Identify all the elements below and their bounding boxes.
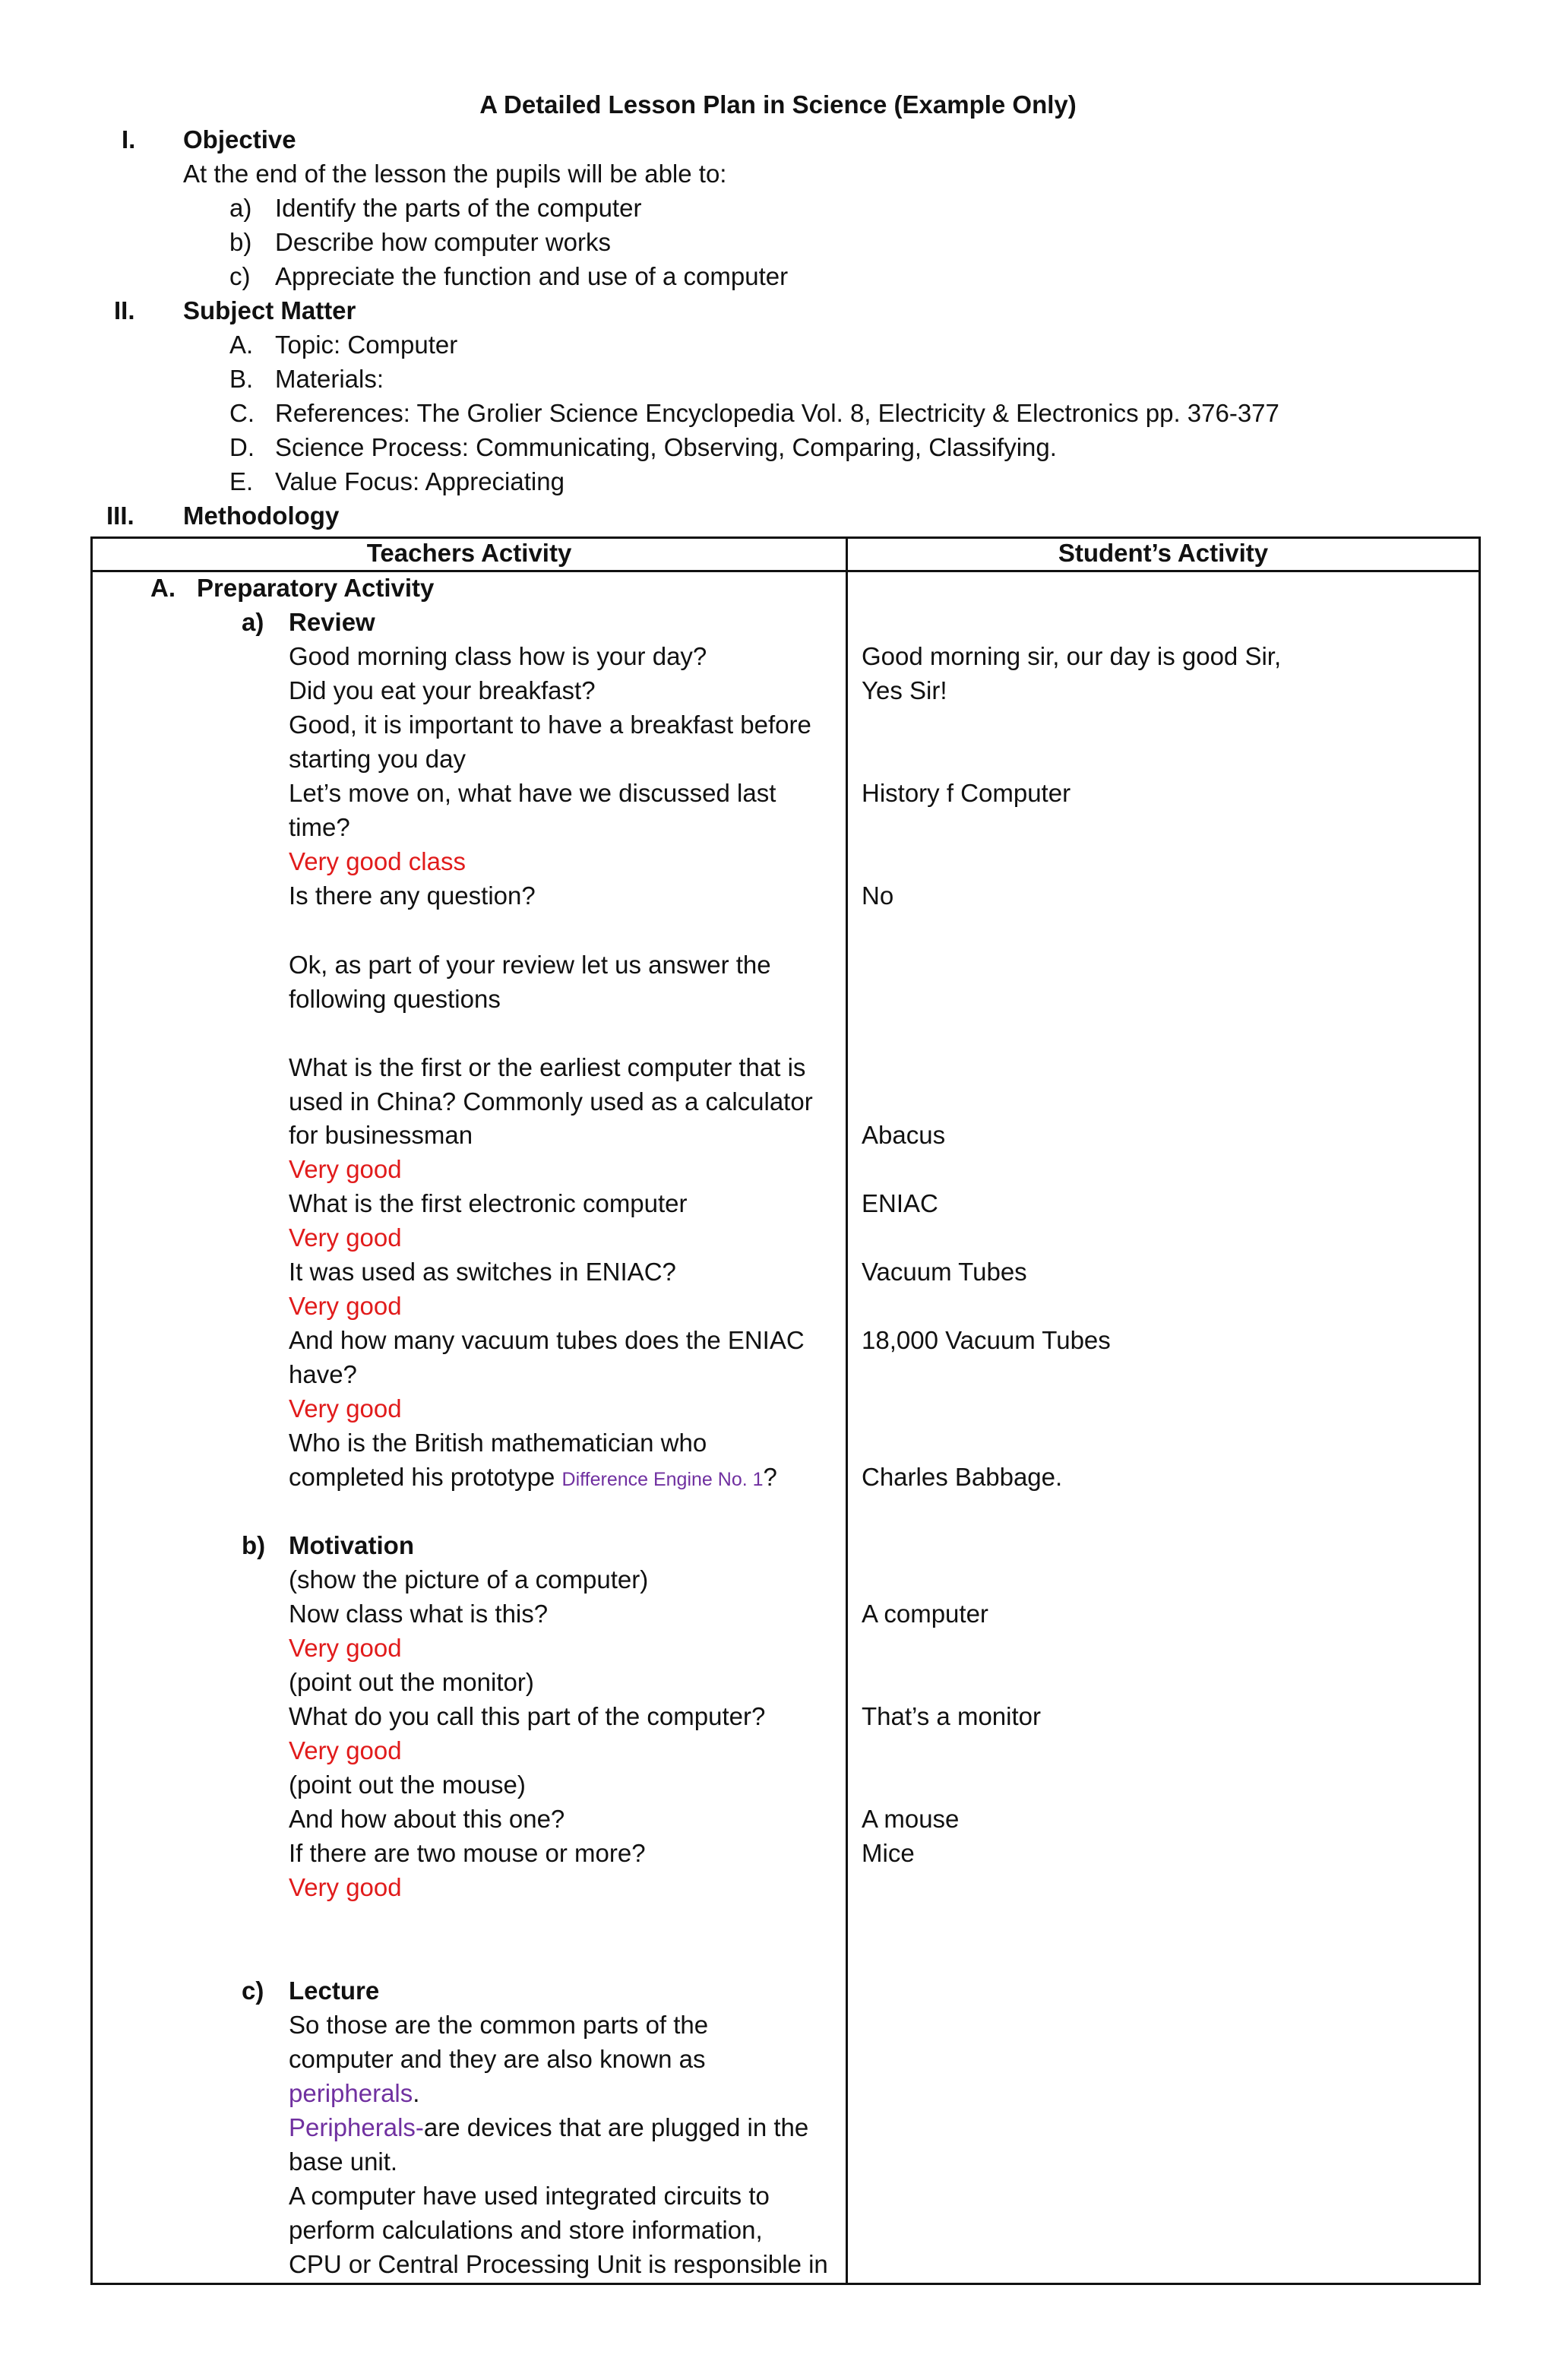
teacher-line: What do you call this part of the computer?: [289, 1702, 766, 1730]
definition-text: are devices that are plugged in the: [423, 2113, 809, 2141]
subject-item-materials: Materials:: [275, 365, 384, 393]
student-line: A computer: [862, 1600, 988, 1628]
subject-item-science-process: Science Process: Communicating, Observing, Comparing, Classifying.: [275, 433, 1057, 461]
teacher-line: used in China? Commonly used as a calculator: [289, 1087, 813, 1116]
subject-marker-d: D.: [229, 433, 255, 461]
teacher-line: CPU or Central Processing Unit is responsible in: [289, 2250, 828, 2278]
student-line: Charles Babbage.: [862, 1463, 1063, 1491]
subject-marker-b: B.: [229, 365, 254, 393]
page-title: A Detailed Lesson Plan in Science (Example Only): [479, 90, 1077, 119]
section-numeral-subject-matter: II.: [114, 296, 135, 324]
student-line: Vacuum Tubes: [862, 1258, 1027, 1286]
teacher-line: And how many vacuum tubes does the ENIAC: [289, 1326, 805, 1354]
objective-item: Appreciate the function and use of a computer: [275, 262, 789, 290]
part-a-marker: A.: [150, 574, 176, 602]
period: .: [413, 2079, 420, 2107]
subject-item-topic: Topic: Computer: [275, 331, 458, 359]
teacher-line: Ok, as part of your review let us answer the: [289, 951, 771, 979]
teacher-line: (show the picture of a computer): [289, 1565, 649, 1594]
teacher-line: time?: [289, 813, 350, 841]
teacher-praise: Very good: [289, 1873, 402, 1901]
teacher-line-part: completed his prototype: [289, 1463, 562, 1491]
objective-intro: At the end of the lesson the pupils will be able to:: [183, 160, 727, 188]
teacher-praise: Very good: [289, 1155, 402, 1183]
teacher-praise: Very good: [289, 1736, 402, 1764]
student-line: No: [862, 881, 894, 910]
student-line: Abacus: [862, 1121, 946, 1149]
teacher-line: [289, 2078, 419, 2109]
teacher-line: Good, it is important to have a breakfast before: [289, 711, 811, 739]
lecture-marker: c): [242, 1976, 264, 2005]
teacher-line: perform calculations and store information,: [289, 2216, 763, 2244]
teacher-praise: Very good class: [289, 847, 466, 875]
section-numeral-objective: I.: [122, 125, 136, 153]
teacher-line: What is the first or the earliest computer that is: [289, 1053, 806, 1081]
lecture-label: Lecture: [289, 1976, 380, 2005]
teacher-line: Who is the British mathematician who: [289, 1429, 707, 1457]
teacher-line: following questions: [289, 985, 501, 1013]
teacher-line: for businessman: [289, 1121, 473, 1149]
teacher-line: Let’s move on, what have we discussed last: [289, 779, 776, 807]
table-border-left: [90, 536, 93, 2285]
teacher-praise: Very good: [289, 1292, 402, 1320]
part-a-label: Preparatory Activity: [197, 574, 435, 602]
teacher-line: What is the first electronic computer: [289, 1189, 688, 1217]
student-line: Mice: [862, 1839, 915, 1867]
teacher-line: Good morning class how is your day?: [289, 642, 707, 670]
teacher-line: have?: [289, 1360, 357, 1388]
question-mark: ?: [763, 1463, 777, 1491]
teacher-line: (point out the monitor): [289, 1668, 534, 1696]
subject-item-references: References: The Grolier Science Encyclopedia Vol. 8, Electricity & Electronics pp. 376-377: [275, 399, 1279, 427]
table-column-divider: [846, 536, 848, 2285]
teacher-line: [289, 2113, 808, 2143]
objective-item: Describe how computer works: [275, 228, 611, 256]
teacher-line: (point out the mouse): [289, 1771, 526, 1799]
review-label: Review: [289, 608, 375, 636]
table-header-divider: [90, 570, 1481, 572]
student-line: History f Computer: [862, 779, 1071, 807]
teacher-praise: Very good: [289, 1223, 402, 1252]
student-line: Good morning sir, our day is good Sir,: [862, 642, 1282, 670]
teacher-line: Is there any question?: [289, 881, 536, 910]
objective-marker-c: c): [229, 262, 251, 290]
table-header-teachers: Teachers Activity: [366, 539, 572, 567]
difference-engine-term: Difference Engine No. 1: [561, 1469, 764, 1490]
student-line: That’s a monitor: [862, 1702, 1041, 1730]
teacher-line: Did you eat your breakfast?: [289, 676, 596, 704]
table-border-bottom: [90, 2283, 1481, 2285]
objective-marker-b: b): [229, 228, 252, 256]
section-numeral-methodology: III.: [106, 502, 134, 530]
peripherals-definition-term: Peripherals-: [289, 2113, 424, 2141]
peripherals-term: peripherals: [289, 2079, 413, 2107]
subject-marker-a: A.: [229, 331, 254, 359]
student-line: ENIAC: [862, 1189, 938, 1217]
student-line: A mouse: [862, 1805, 960, 1833]
teacher-line: Now class what is this?: [289, 1600, 549, 1628]
teacher-line: computer and they are also known as: [289, 2045, 706, 2073]
teacher-line: So those are the common parts of the: [289, 2011, 709, 2039]
teacher-line: starting you day: [289, 745, 466, 773]
review-marker: a): [242, 608, 264, 636]
subject-marker-e: E.: [229, 467, 254, 495]
section-heading-methodology: Methodology: [183, 502, 340, 530]
section-heading-objective: Objective: [183, 125, 296, 153]
teacher-line: base unit.: [289, 2147, 398, 2176]
subject-marker-c: C.: [229, 399, 255, 427]
student-line: Yes Sir!: [862, 676, 947, 704]
teacher-line: It was used as switches in ENIAC?: [289, 1258, 676, 1286]
section-heading-subject-matter: Subject Matter: [183, 296, 356, 324]
teacher-line: If there are two mouse or more?: [289, 1839, 646, 1867]
teacher-praise: Very good: [289, 1394, 402, 1423]
motivation-label: Motivation: [289, 1531, 414, 1559]
objective-marker-a: a): [229, 194, 252, 222]
table-header-students: Student’s Activity: [1058, 539, 1269, 567]
teacher-praise: Very good: [289, 1634, 402, 1662]
student-line: 18,000 Vacuum Tubes: [862, 1326, 1111, 1354]
teacher-line: And how about this one?: [289, 1805, 565, 1833]
objective-item: Identify the parts of the computer: [275, 194, 642, 222]
subject-item-value-focus: Value Focus: Appreciating: [275, 467, 565, 495]
teacher-line: A computer have used integrated circuits to: [289, 2182, 770, 2210]
teacher-line: [289, 1462, 777, 1495]
table-border-right: [1479, 536, 1481, 2285]
motivation-marker: b): [242, 1531, 266, 1559]
